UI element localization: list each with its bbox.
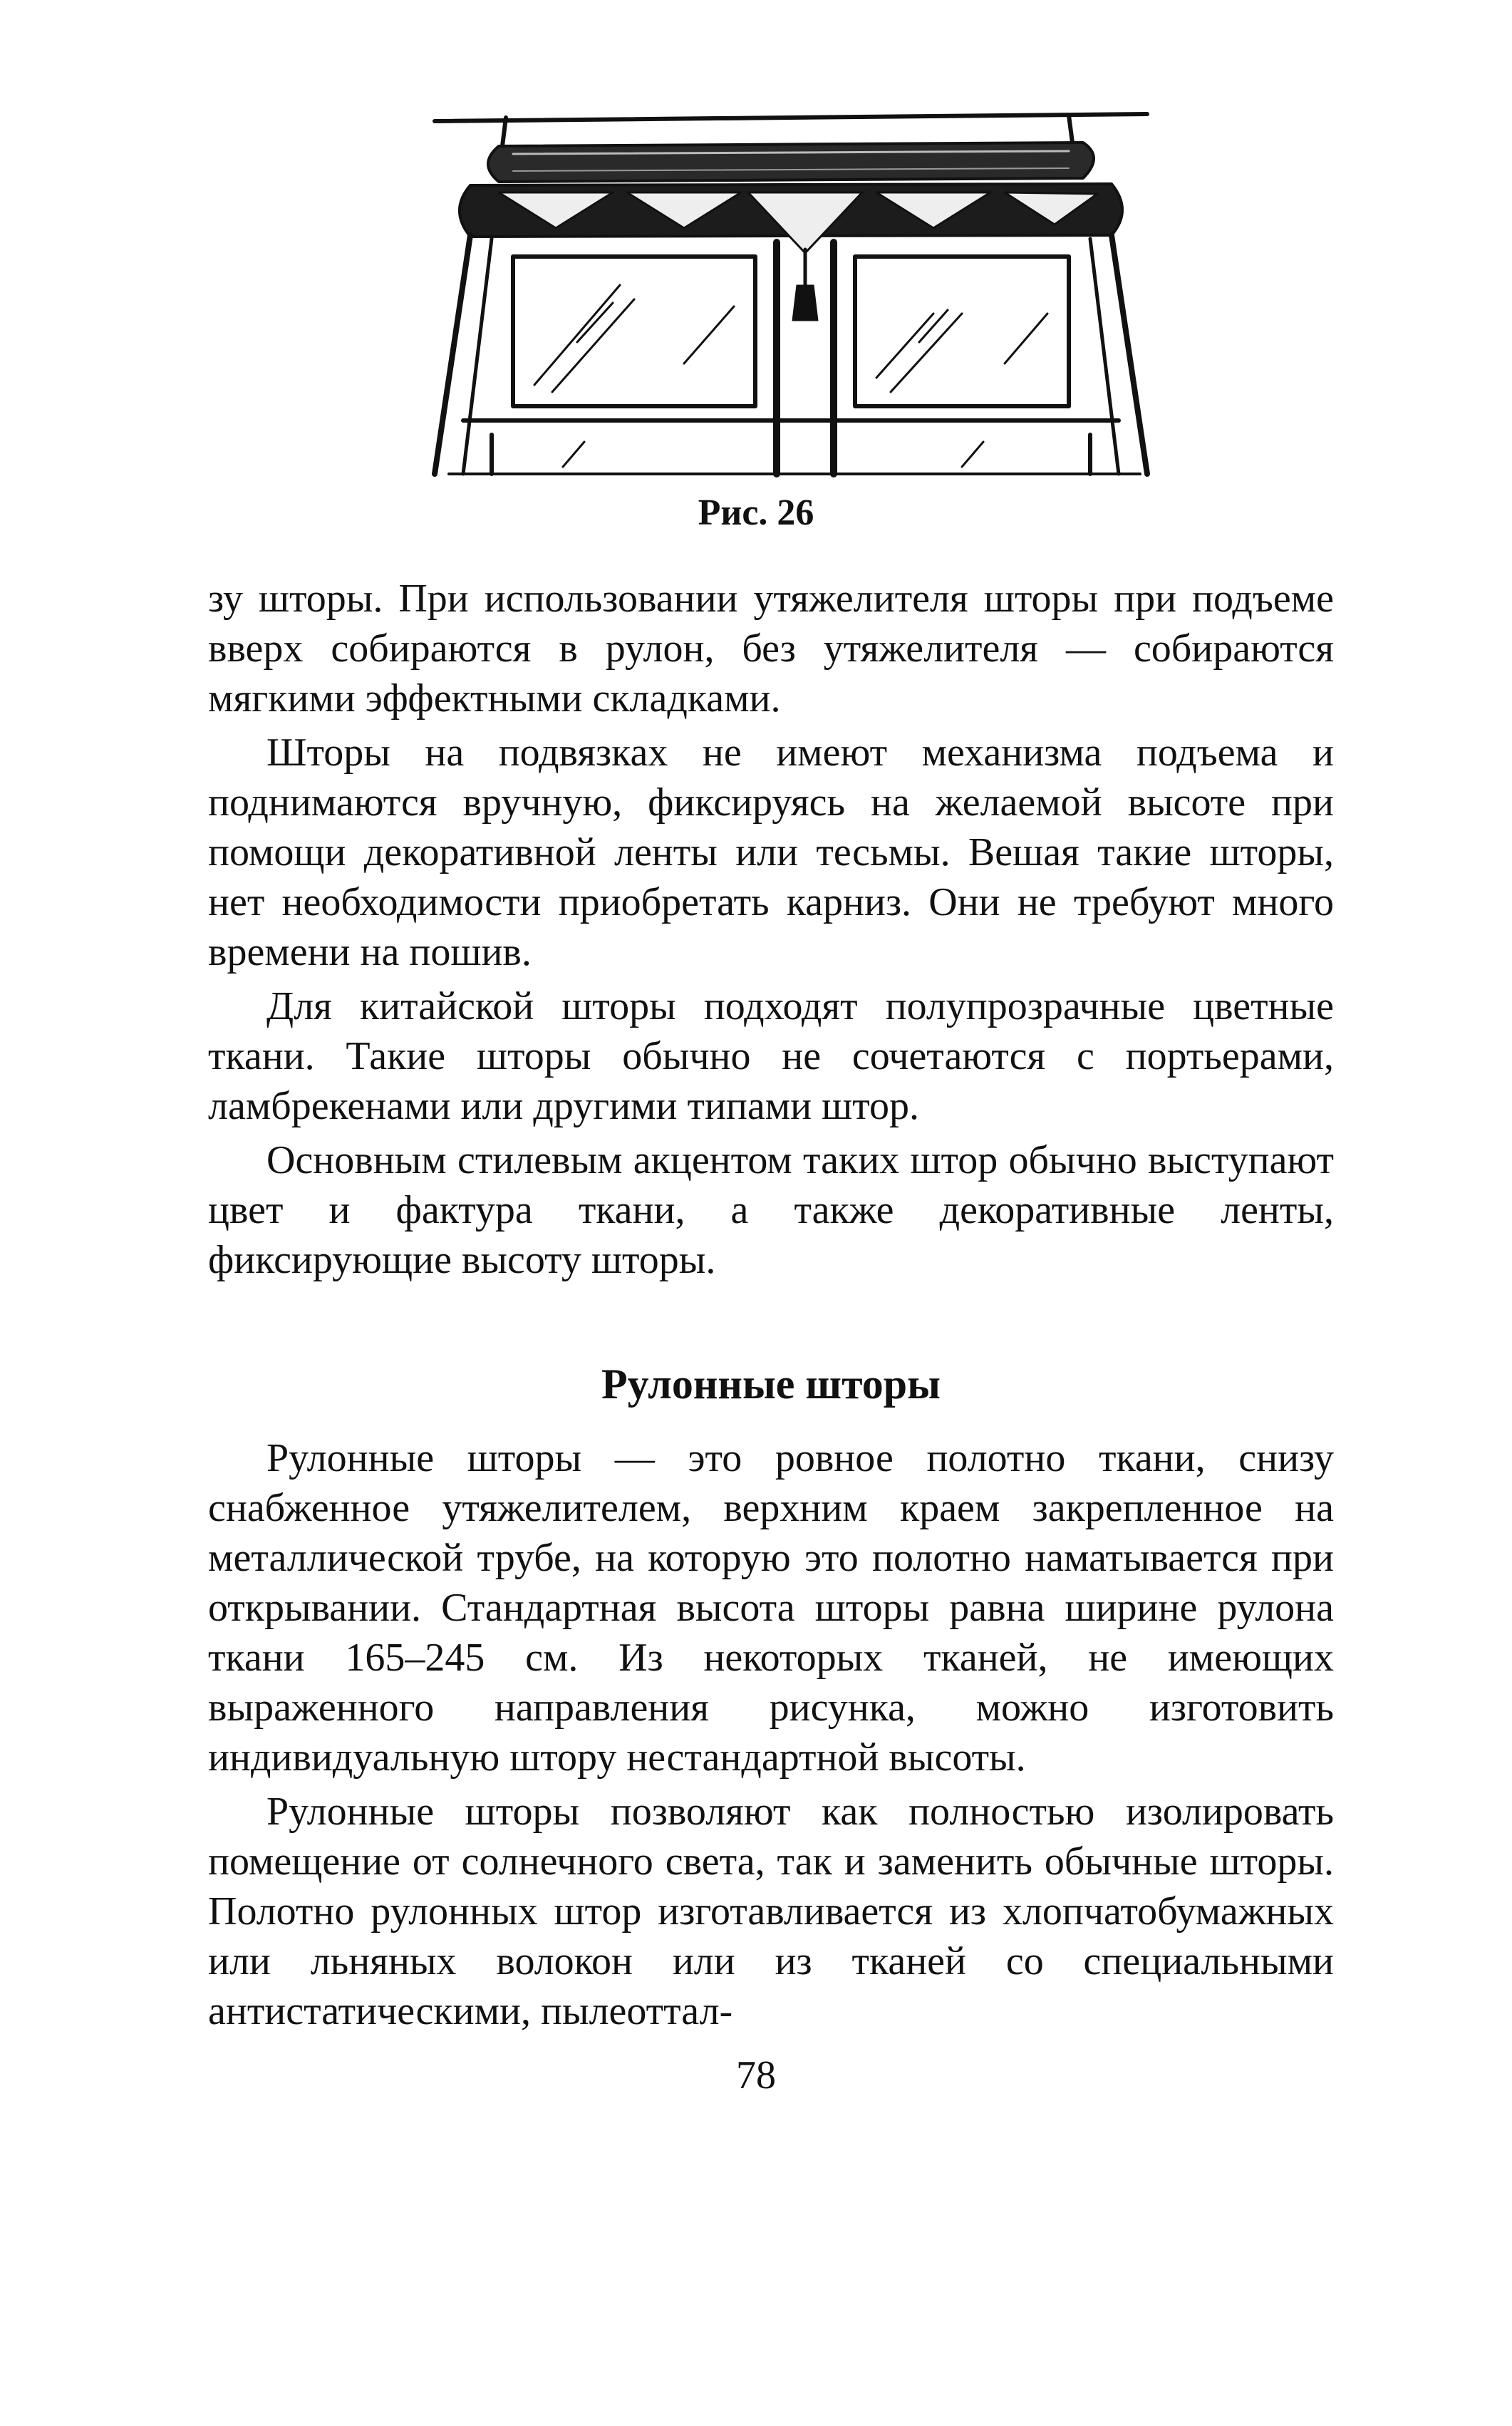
section-heading: Рулонные шторы <box>601 1361 941 1408</box>
paragraph: Рулонные шторы позволяют как полностью изолировать помещение от солнечного света, так и заменить обычные шторы. Полотно рулонных штор изготавливается из хлопчатобумажных или льняных волокон или из тканей со специальными антистатическими, пылеоттал- <box>208 1790 1334 2033</box>
roman-blind-icon <box>420 107 1161 478</box>
paragraph: Основным стилевым акцентом таких штор обычно выступают цвет и фактура ткани, а также декоративные ленты, фиксирующие высоту шторы. <box>208 1138 1334 1282</box>
paragraph: Шторы на подвязках не имеют механизма подъема и поднимаются вручную, фиксируясь на желаемой высоте при помощи декоративной ленты или тесьмы. Вешая такие шторы, нет необходимости приобретать карниз. Они не требуют много времени на пошив. <box>208 731 1334 974</box>
paragraph: зу шторы. При использовании утяжелителя шторы при подъеме вверх собираются в рулон, без утяжелителя — собираются мягкими эффектными складками. <box>208 577 1334 721</box>
paragraph: Рулонные шторы — это ровное полотно ткани, снизу снабженное утяжелителем, верхним краем закрепленное на металлической трубе, на которую это полотно наматывается при открывании. Стандартная высота шторы равна ширине рулона ткани 165–245 см. Из некоторых тканей, не имеющих выраженного направления рисунка, можно изготовить индивидуальную штору нестандартной высоты. <box>208 1436 1334 1780</box>
figure-illustration <box>420 107 1161 478</box>
body-text <box>208 574 1334 2036</box>
page-number: 78 <box>736 2053 776 2097</box>
paragraph: Для китайской шторы подходят полупрозрачные цветные ткани. Такие шторы обычно не сочетаются с портьерами, ламбрекенами или другими типами штор. <box>208 984 1334 1128</box>
figure-caption: Рис. 26 <box>698 492 814 533</box>
